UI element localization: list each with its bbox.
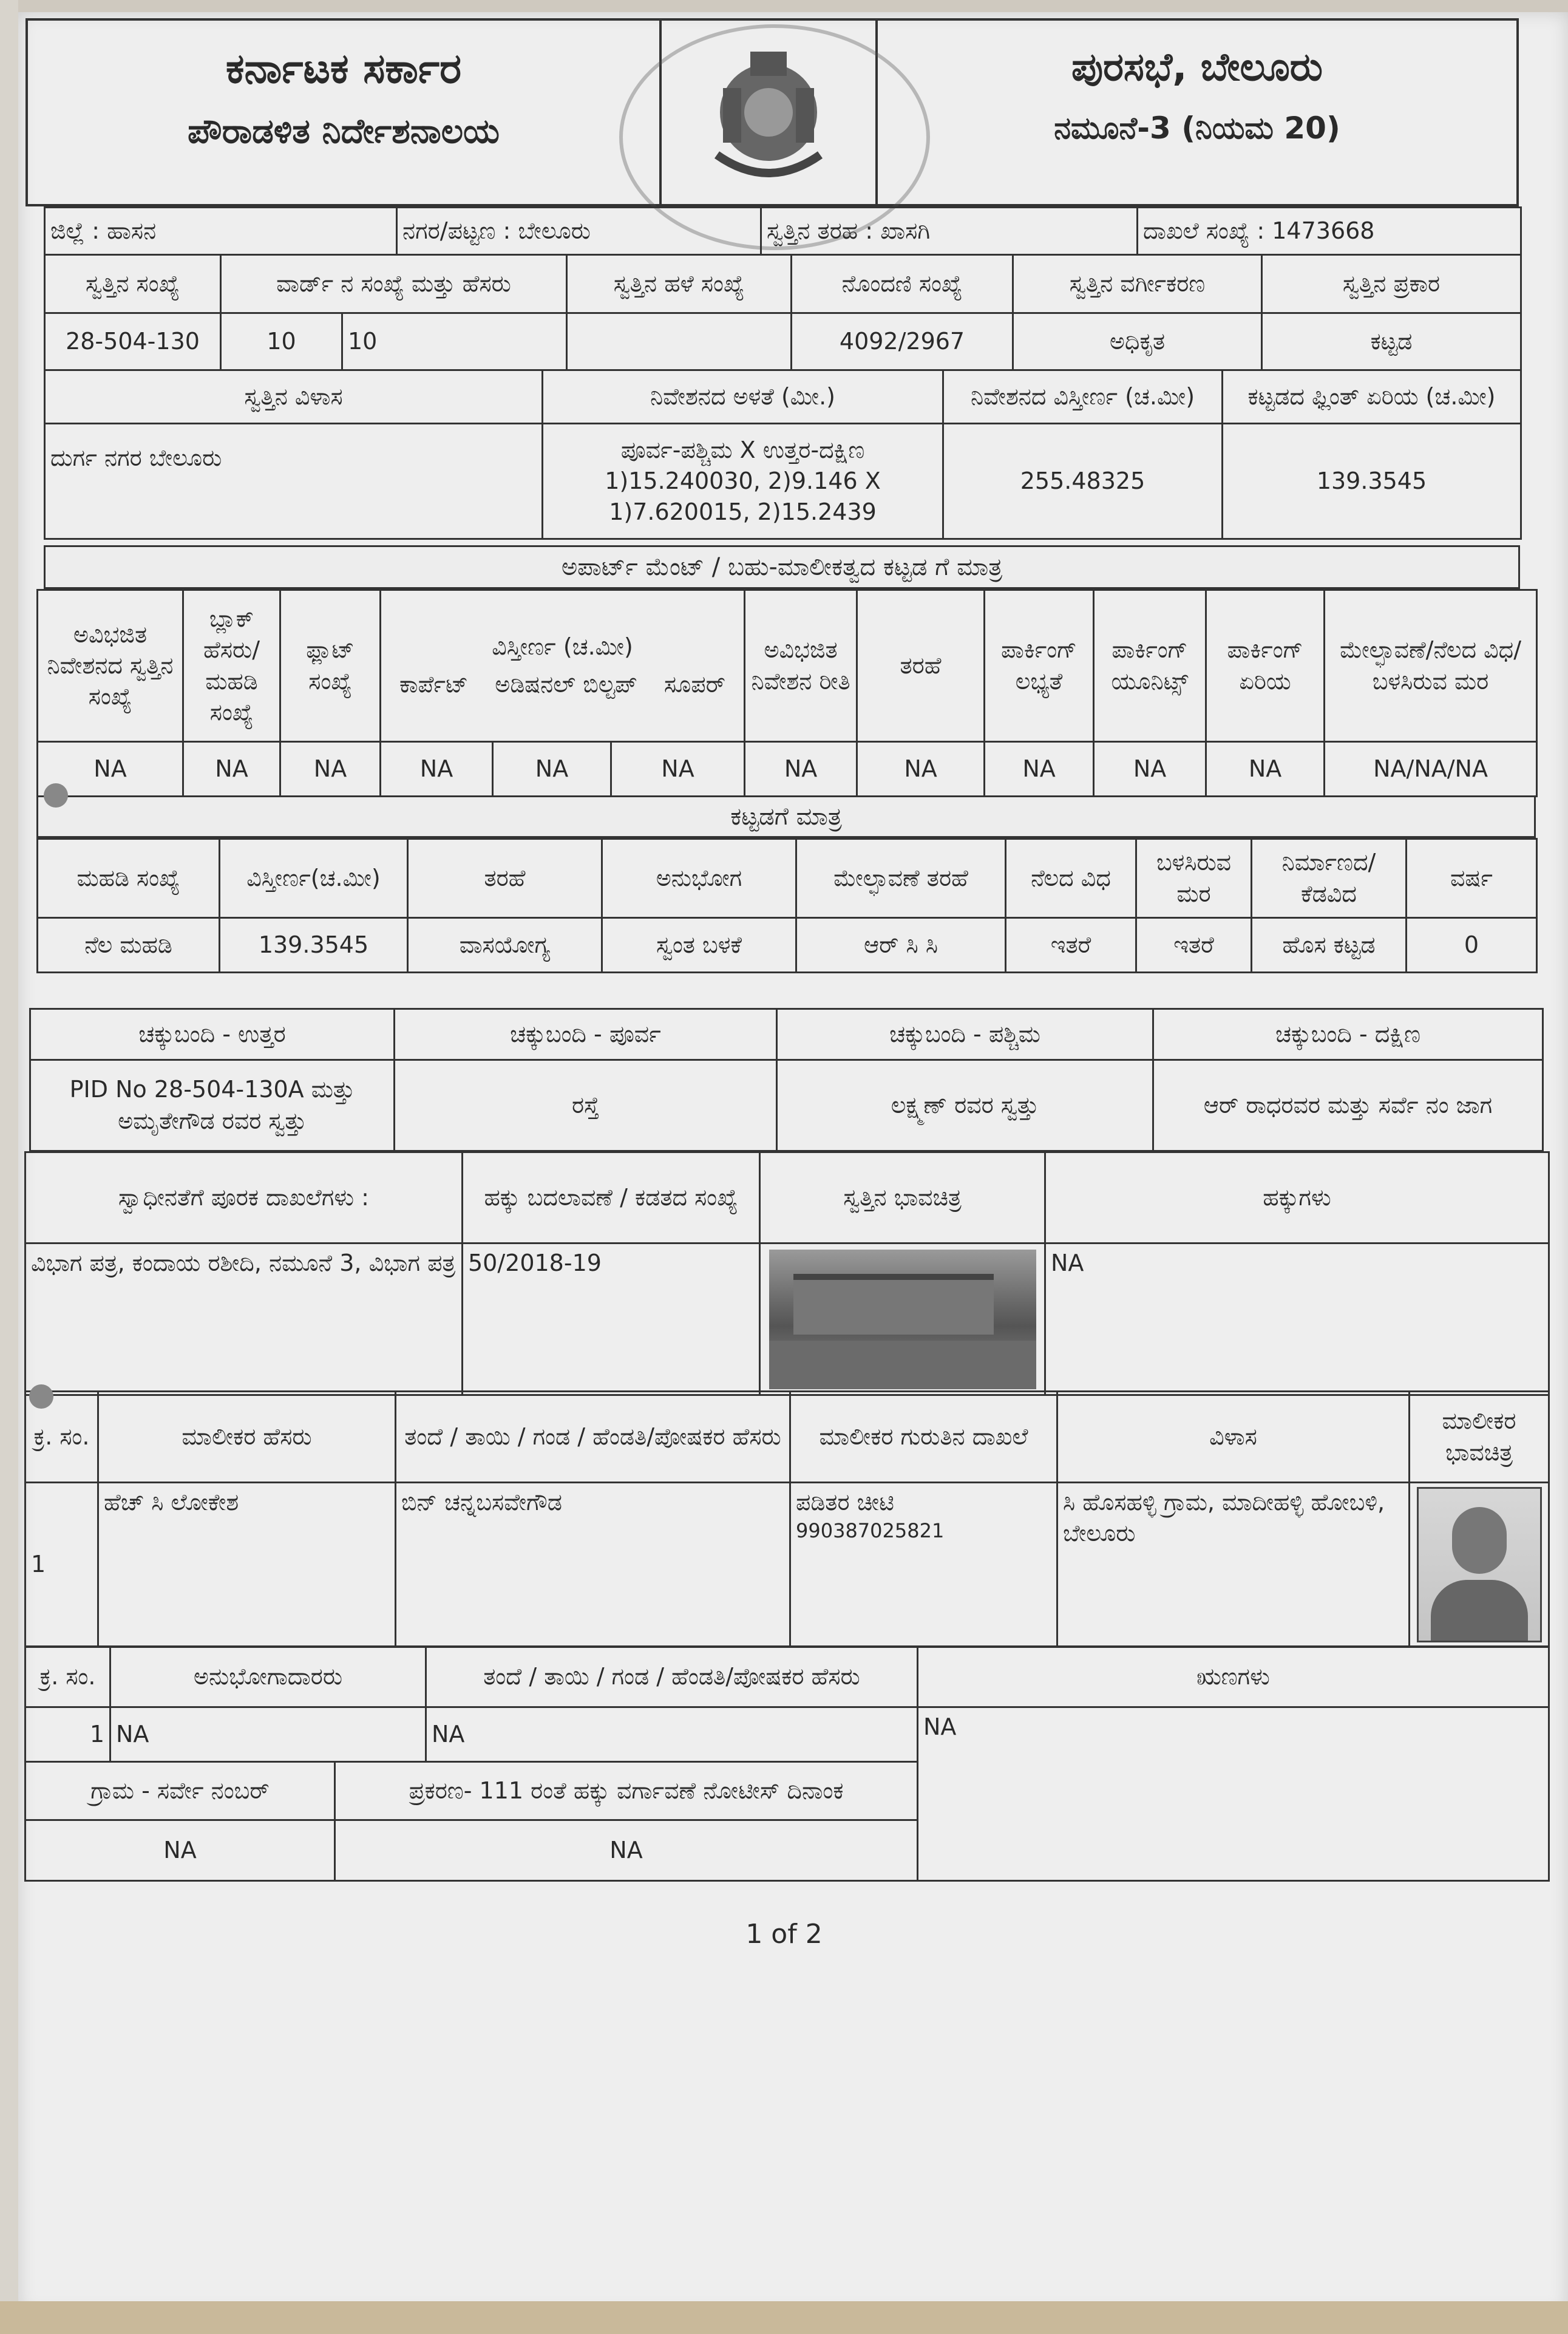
- boundary-header-cell: ಚಕ್ಕುಬಂದಿ - ದಕ್ಷಿಣ: [1153, 1009, 1543, 1060]
- building-value-cell: ಇತರೆ: [1136, 918, 1252, 973]
- property-photo-cell: [760, 1244, 1045, 1395]
- building-header-cell: ತರಹೆ: [408, 839, 602, 918]
- address-header-cell: ಸ್ವತ್ತಿನ ವಿಳಾಸ: [45, 370, 543, 424]
- building-header-cell: ಅನುಭೋಗ: [602, 839, 796, 918]
- apartment-table: [36, 589, 1538, 797]
- building-value-cell: ಆರ್ ಸಿ ಸಿ: [796, 918, 1006, 973]
- apartment-value-cell: NA: [857, 742, 985, 797]
- apartment-value-cell: NA/NA/NA: [1325, 742, 1537, 797]
- liabilities-header: ಋಣಗಳು: [918, 1647, 1549, 1707]
- building-value-cell: ನೆಲ ಮಹಡಿ: [38, 918, 220, 973]
- property-value-cell: 10: [342, 313, 567, 370]
- survey-header: ಗ್ರಾಮ - ಸರ್ವೇ ನಂಬರ್: [25, 1762, 335, 1820]
- owner-id-cell: [790, 1483, 1057, 1647]
- page-number: 1 of 2: [745, 1919, 823, 1950]
- apartment-header-cell: ತರಹೆ: [857, 590, 985, 742]
- apartment-value-cell: NA: [493, 742, 611, 797]
- property-value-cell: ಅಧಿಕೃತ: [1013, 313, 1262, 370]
- info-row-table: [44, 206, 1522, 256]
- apartment-value-cell: NA: [1206, 742, 1325, 797]
- apartment-header-cell: ಪಾರ್ಕಿಂಗ್ ಯೂನಿಟ್ಸ್: [1094, 590, 1206, 742]
- occupant-header-cell: ಕ್ರ. ಸಂ.: [25, 1647, 110, 1707]
- liabilities-value: NA: [918, 1707, 1549, 1881]
- district-cell: ಜಿಲ್ಲೆ : ಹಾಸನ: [45, 208, 397, 255]
- building-header-cell: ಮೇಲ್ಛಾವಣೆ ತರಹೆ: [796, 839, 1006, 918]
- owner-header-cell: ಮಾಲೀಕರ ಭಾವಚಿತ್ರ: [1410, 1392, 1549, 1483]
- notice-header: ಪ್ರಕರಣ- 111 ರಂತೆ ಹಕ್ಕು ವರ್ಗಾವಣೆ ನೋಟೀಸ್ ದಿನಾಂಕ: [335, 1762, 918, 1820]
- address-header-cell: ನಿವೇಶನದ ವಿಸ್ತೀರ್ಣ (ಚ.ಮೀ): [943, 370, 1223, 424]
- address-header-cell: ಕಟ್ಟಡದ ಫ್ಲಿಂತ್ ಏರಿಯ (ಚ.ಮೀ): [1223, 370, 1521, 424]
- apartment-header-cell: ಅವಿಭಜಿತ ನಿವೇಶನದ ಸ್ವತ್ತಿನ ಸಂಖ್ಯೆ: [38, 590, 183, 742]
- building-header-cell: ನೆಲದ ವಿಧ: [1006, 839, 1136, 918]
- plinth-area-cell: 139.3545: [1223, 424, 1521, 539]
- address-table: [44, 369, 1522, 540]
- building-header-cell: ಬಳಸಿರುವ ಮರ: [1136, 839, 1252, 918]
- owner-header-cell: ವಿಳಾಸ: [1057, 1392, 1410, 1483]
- punch-hole: [29, 1384, 53, 1409]
- building-table: [36, 838, 1538, 973]
- department-title: ಪೌರಾಡಳಿತ ನಿರ್ದೇಶನಾಲಯ: [187, 112, 500, 151]
- carpet-header: ಕಾರ್ಪೆಟ್: [399, 670, 469, 698]
- documents-header-cell: ಸ್ವತ್ತಿನ ಭಾವಚಿತ್ರ: [760, 1152, 1045, 1244]
- address-header-cell: ನಿವೇಶನದ ಅಳತೆ (ಮೀ.): [543, 370, 943, 424]
- owner-id-number: 990387025821: [796, 1519, 945, 1543]
- occupant-name: NA: [110, 1707, 426, 1762]
- apartment-header-cell: ಫ್ಲಾಟ್ ಸಂಖ್ಯೆ: [280, 590, 381, 742]
- property-value-cell: 10: [221, 313, 342, 370]
- apartment-value-cell: NA: [183, 742, 280, 797]
- building-value-cell: ಇತರೆ: [1006, 918, 1136, 973]
- town-cell: ನಗರ/ಪಟ್ಟಣ : ಬೇಲೂರು: [397, 208, 761, 255]
- apartment-header-cell: ಅವಿಭಜಿತ ನಿವೇಶನ ರೀತಿ: [745, 590, 857, 742]
- entry-number-cell: ದಾಖಲೆ ಸಂಖ್ಯೆ : 1473668: [1138, 208, 1521, 255]
- property-type-cell: ಸ್ವತ್ತಿನ ತರಹ : ಖಾಸಗಿ: [761, 208, 1138, 255]
- building-value-cell: 139.3545: [220, 918, 408, 973]
- boundary-north: PID No 28-504-130A ಮತ್ತು ಅಮೃತೇಗೌಡ ರವರ ಸ್ವತ್ತು: [30, 1060, 395, 1151]
- building-header-cell: ಮಹಡಿ ಸಂಖ್ಯೆ: [38, 839, 220, 918]
- punch-hole: [44, 783, 68, 808]
- building-value-cell: ವಾಸಯೋಗ್ಯ: [408, 918, 602, 973]
- boundary-south: ಆರ್ ರಾಧರವರ ಮತ್ತು ಸರ್ವೆ ನಂ ಜಾಗ: [1153, 1060, 1543, 1151]
- property-table: [44, 254, 1522, 371]
- owner-sl: 1: [25, 1483, 98, 1647]
- apartment-value-cell: NA: [745, 742, 857, 797]
- survey-table: [24, 1761, 918, 1882]
- property-value-cell: 4092/2967: [792, 313, 1013, 370]
- apartment-value-cell: NA: [38, 742, 183, 797]
- documents-header-cell: ಸ್ವಾಧೀನತೆಗೆ ಪೂರಕ ದಾಖಲೆಗಳು :: [25, 1152, 463, 1244]
- area-header-cell: [381, 590, 745, 742]
- owner-address: ಸಿ ಹೊಸಹಳ್ಳಿ ಗ್ರಾಮ, ಮಾದೀಹಳ್ಳಿ ಹೋಬಳಿ, ಬೇಲೂರು: [1057, 1483, 1410, 1647]
- documents-table: [24, 1151, 1550, 1396]
- building-header-cell: ವಿಸ್ತೀರ್ಣ(ಚ.ಮೀ): [220, 839, 408, 918]
- dimension-value: 1)15.240030, 2)9.146 X 1)7.620015, 2)15.2439: [605, 467, 881, 526]
- owner-id-type: ಪಡಿತರ ಚೀಟಿ: [796, 1489, 894, 1516]
- building-value-cell: ಸ್ವಂತ ಬಳಕೆ: [602, 918, 796, 973]
- property-value-cell: [567, 313, 792, 370]
- owner-header-cell: ಕ್ರ. ಸಂ.: [25, 1392, 98, 1483]
- supporting-docs: ವಿಭಾಗ ಪತ್ರ, ಕಂದಾಯ ರಶೀದಿ, ನಮೂನೆ 3, ವಿಭಾಗ ಪತ್ರ: [25, 1244, 463, 1395]
- apartment-header-cell: ಪಾರ್ಕಿಂಗ್ ಲಭ್ಯತೆ: [985, 590, 1094, 742]
- form-number: ನಮೂನೆ-3 (ನಿಯಮ 20): [1054, 111, 1340, 146]
- owner-header-cell: ತಂದೆ / ತಾಯಿ / ಗಂಡ / ಹೆಂಡತಿ/ಪೋಷಕರ ಹೆಸರು: [396, 1392, 790, 1483]
- documents-header-cell: ಹಕ್ಕು ಬದಲಾವಣೆ / ಕಡತದ ಸಂಖ್ಯೆ: [463, 1152, 760, 1244]
- owner-header-cell: ಮಾಲೀಕರ ಹೆಸರು: [98, 1392, 396, 1483]
- address-value: ದುರ್ಗ ನಗರ ಬೇಲೂರು: [45, 424, 543, 539]
- boundary-east: ರಸ್ತೆ: [395, 1060, 777, 1151]
- building-value-cell: ಹೊಸ ಕಟ್ಟಡ: [1252, 918, 1407, 973]
- apartment-header-cell: ಮೇಲ್ಛಾವಣೆ/ನೆಲದ ವಿಧ/ಬಳಸಿರುವ ಮರ: [1325, 590, 1537, 742]
- apartment-band: ಅಪಾರ್ಟ್ ಮೆಂಟ್ / ಬಹು-ಮಾಲೀಕತ್ವದ ಕಟ್ಟಡ ಗೆ ಮಾತ್ರ: [44, 545, 1520, 589]
- apartment-value-cell: NA: [280, 742, 381, 797]
- building-header-cell: ನಿರ್ಮಾಣದ/ ಕೆಡವಿದ: [1252, 839, 1407, 918]
- property-header-cell: ಸ್ವತ್ತಿನ ಸಂಖ್ಯೆ: [45, 255, 221, 313]
- apartment-header-cell: ಪಾರ್ಕಿಂಗ್ ಏರಿಯ: [1206, 590, 1325, 742]
- occupant-table: [24, 1645, 918, 1763]
- property-header-cell: ವಾರ್ಡ್ ನ ಸಂಖ್ಯೆ ಮತ್ತು ಹೆಸರು: [221, 255, 567, 313]
- building-value-cell: 0: [1407, 918, 1537, 973]
- gov-title: ಕರ್ನಾಟಕ ಸರ್ಕಾರ: [225, 45, 462, 93]
- notice-value: NA: [335, 1820, 918, 1881]
- dimension-label: ಪೂರ್ವ-ಪಶ್ಚಿಮ X ಉತ್ತರ-ದಕ್ಷಿಣ: [620, 436, 865, 463]
- boundary-header-cell: ಚಕ್ಕುಬಂದಿ - ಉತ್ತರ: [30, 1009, 395, 1060]
- apartment-value-cell: NA: [1094, 742, 1206, 797]
- documents-header-cell: ಹಕ್ಕುಗಳು: [1045, 1152, 1549, 1244]
- owner-name: ಹೆಚ್ ಸಿ ಲೋಕೇಶ: [98, 1483, 396, 1647]
- header-right: [878, 21, 1516, 204]
- owner-header-cell: ಮಾಲೀಕರ ಗುರುತಿನ ದಾಖಲೆ: [790, 1392, 1057, 1483]
- page-edge: [0, 0, 18, 2334]
- apartment-value-cell: NA: [985, 742, 1094, 797]
- header-left: [28, 21, 659, 204]
- area-header: ವಿಸ್ತೀರ್ಣ (ಚ.ಮೀ): [492, 633, 633, 661]
- owner-photo: [1417, 1487, 1542, 1642]
- survey-value: NA: [25, 1820, 335, 1881]
- property-value-cell: 28-504-130: [45, 313, 221, 370]
- building-band: ಕಟ್ಟಡಗೆ ಮಾತ್ರ: [36, 795, 1536, 838]
- site-area-cell: 255.48325: [943, 424, 1223, 539]
- occupant-header-cell: ತಂದೆ / ತಾಯಿ / ಗಂಡ / ಹೆಂಡತಿ/ಪೋಷಕರ ಹೆಸರು: [426, 1647, 918, 1707]
- property-header-cell: ಸ್ವತ್ತಿನ ಹಳೆ ಸಂಖ್ಯೆ: [567, 255, 792, 313]
- owner-table: [24, 1390, 1550, 1648]
- property-header-cell: ಸ್ವತ್ತಿನ ವರ್ಗೀಕರಣ: [1013, 255, 1262, 313]
- boundary-header-cell: ಚಕ್ಕುಬಂದಿ - ಪೂರ್ವ: [395, 1009, 777, 1060]
- file-number: 50/2018-19: [463, 1244, 760, 1395]
- desk-surface: [0, 2301, 1568, 2334]
- apartment-value-cell: NA: [381, 742, 493, 797]
- property-value-cell: ಕಟ್ಟಡ: [1262, 313, 1521, 370]
- additional-builtup-header: ಅಡಿಷನಲ್ ಬಿಲ್ಟಪ್: [495, 670, 637, 698]
- boundary-west: ಲಕ್ಷ್ಮಣ್ ರವರ ಸ್ವತ್ತು: [777, 1060, 1153, 1151]
- property-header-cell: ನೊಂದಣಿ ಸಂಖ್ಯೆ: [792, 255, 1013, 313]
- dimension-cell: [543, 424, 943, 539]
- occupant-sl: 1: [25, 1707, 110, 1762]
- occupant-header-cell: ಅನುಭೋಗಾದಾರರು: [110, 1647, 426, 1707]
- super-header: ಸೂಪರ್: [664, 670, 726, 698]
- owner-relation: ಬಿನ್ ಚನ್ನಬಸವೇಗೌಡ: [396, 1483, 790, 1647]
- apartment-header-cell: ಬ್ಲಾಕ್ ಹೆಸರು/ ಮಹಡಿ ಸಂಖ್ಯೆ: [183, 590, 280, 742]
- apartment-value-cell: NA: [611, 742, 745, 797]
- boundaries-table: [29, 1008, 1544, 1152]
- occupant-relation: NA: [426, 1707, 918, 1762]
- owner-photo-cell: [1410, 1483, 1549, 1647]
- property-header-cell: ಸ್ವತ್ತಿನ ಪ್ರಕಾರ: [1262, 255, 1521, 313]
- boundary-header-cell: ಚಕ್ಕುಬಂದಿ - ಪಶ್ಚಿಮ: [777, 1009, 1153, 1060]
- building-header-cell: ವರ್ಷ: [1407, 839, 1537, 918]
- property-photo: [769, 1250, 1036, 1389]
- municipality-title: ಪುರಸಭೆ, ಬೇಲೂರು: [1071, 45, 1323, 90]
- liabilities-table: [917, 1645, 1550, 1882]
- rights-value: NA: [1045, 1244, 1549, 1395]
